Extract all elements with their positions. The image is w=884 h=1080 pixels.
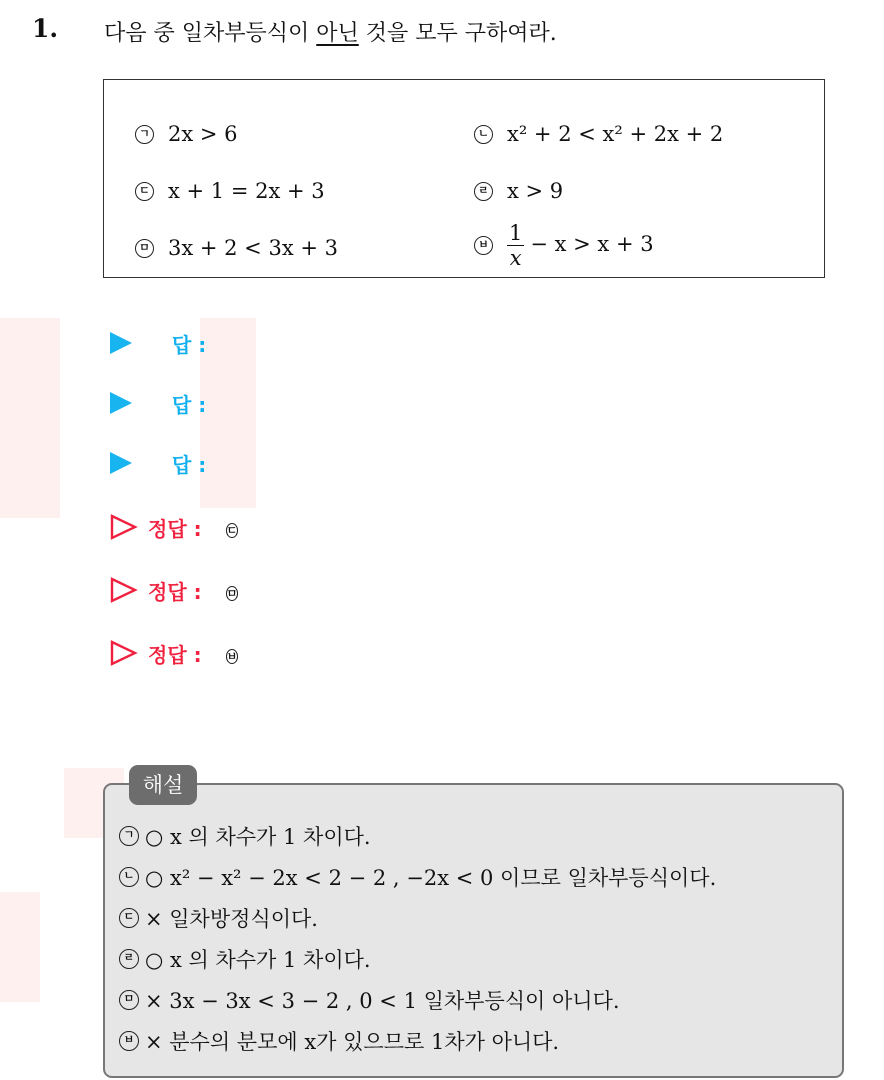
choice-marker: ㄴ xyxy=(119,867,139,887)
play-triangle-icon xyxy=(110,452,132,474)
outline-triangle-icon xyxy=(110,577,138,603)
choice-4 xyxy=(474,179,563,203)
choice-marker: ㅂ xyxy=(474,236,493,255)
solution-line xyxy=(119,862,716,892)
fraction xyxy=(507,221,524,270)
choice-expr: x + 1 = 2x + 3 xyxy=(168,179,325,203)
play-triangle-icon xyxy=(110,332,132,354)
choice-marker: ㅁ xyxy=(226,587,238,600)
choice-marker: ㄱ xyxy=(119,826,139,846)
solution-box xyxy=(103,783,844,1078)
choice-marker: ㅂ xyxy=(226,650,238,663)
solution-line xyxy=(119,821,371,851)
correct-answer-label: 정답 : xyxy=(148,516,202,541)
answer-row xyxy=(110,446,206,480)
correct-answer-row xyxy=(110,510,238,544)
choice-1 xyxy=(135,122,238,146)
answer-label: 답 : xyxy=(172,392,207,417)
correct-answer-row xyxy=(110,636,238,670)
correct-answer-value xyxy=(226,641,239,665)
answer-label: 답 : xyxy=(172,332,207,357)
answer-row xyxy=(110,326,206,360)
outline-triangle-icon xyxy=(110,514,138,540)
choice-expr: 2x > 6 xyxy=(168,122,238,146)
choice-3 xyxy=(135,179,325,203)
choice-marker: ㄹ xyxy=(119,949,139,969)
outline-triangle-icon xyxy=(110,640,138,666)
choice-marker: ㄱ xyxy=(135,125,154,144)
choices-box xyxy=(103,79,825,278)
choice-6 xyxy=(474,221,654,270)
choice-marker: ㅂ xyxy=(119,1031,139,1051)
choice-expr-rest: − x > x + 3 xyxy=(530,232,654,256)
solution-text: ○ x 의 차수가 1 차이다. xyxy=(145,948,371,972)
solution-text: × 분수의 분모에 x가 있으므로 1차가 아니다. xyxy=(145,1030,560,1054)
correct-answer-label: 정답 : xyxy=(148,642,202,667)
question-text-after: 것을 모두 구하여라. xyxy=(358,21,557,46)
correct-answer-value xyxy=(226,578,239,602)
question-text xyxy=(104,16,557,47)
choice-marker: ㄴ xyxy=(474,125,493,144)
solution-line xyxy=(119,985,620,1015)
solution-text: ○ x² − x² − 2x < 2 − 2 , −2x < 0 이므로 일차부등식이다. xyxy=(145,866,717,890)
fraction-denominator: x xyxy=(509,246,522,270)
fraction-numerator: 1 xyxy=(509,221,523,245)
choice-2 xyxy=(474,122,723,146)
choice-expr: x² + 2 < x² + 2x + 2 xyxy=(507,122,724,146)
choice-marker: ㄷ xyxy=(135,182,154,201)
choice-expr: 3x + 2 < 3x + 3 xyxy=(168,236,338,260)
choice-marker: ㅁ xyxy=(135,239,154,258)
correct-answer-row xyxy=(110,573,238,607)
correct-answer-value xyxy=(226,515,239,539)
choice-marker: ㅁ xyxy=(119,990,139,1010)
answer-label: 답 : xyxy=(172,452,207,477)
play-triangle-icon xyxy=(110,392,132,414)
solution-line xyxy=(119,944,371,974)
solution-title: 해설 xyxy=(129,765,197,805)
correct-answer-label: 정답 : xyxy=(148,579,202,604)
question-underline: 아닌 xyxy=(316,21,359,46)
choice-5 xyxy=(135,236,338,260)
choice-expr xyxy=(507,221,654,270)
question-text-before: 다음 중 일차부등식이 xyxy=(104,21,317,46)
question-number: 1. xyxy=(32,14,59,43)
solution-text: ○ x 의 차수가 1 차이다. xyxy=(145,825,371,849)
solution-text: × 3x − 3x < 3 − 2 , 0 < 1 일차부등식이 아니다. xyxy=(145,989,620,1013)
solution-text: × 일차방정식이다. xyxy=(145,907,318,931)
choice-marker: ㄷ xyxy=(226,524,238,537)
answer-row xyxy=(110,386,206,420)
choice-marker: ㄷ xyxy=(119,908,139,928)
choice-marker: ㄹ xyxy=(474,182,493,201)
choice-expr: x > 9 xyxy=(507,179,564,203)
solution-line xyxy=(119,903,318,933)
solution-line xyxy=(119,1026,559,1056)
